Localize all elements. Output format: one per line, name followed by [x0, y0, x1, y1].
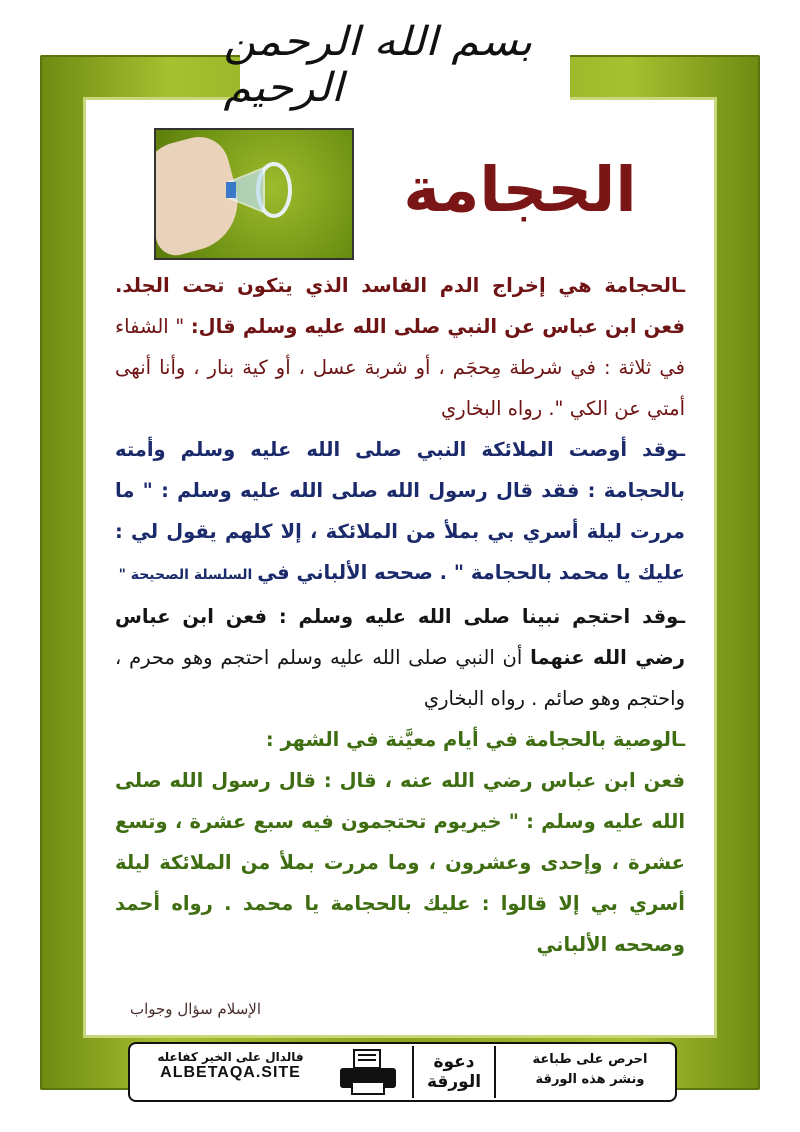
footer-site-link[interactable]: ALBETAQA.SITE [160, 1064, 301, 1081]
paragraph-2-quote: ما مررت ليلة أسري بي بملأ من الملائكة ، إلا كلهم يقول لي : عليك يا محمد بالحجامة " . صححه الألباني في [115, 479, 685, 584]
footer-logo [412, 1046, 496, 1098]
footer-proverb: فالدال على الخير كفاعله [157, 1050, 304, 1064]
paragraph-4 [115, 719, 685, 965]
cupping-photo [154, 128, 354, 260]
footer-bar [128, 1042, 677, 1102]
page-title: الحجامة [403, 153, 637, 226]
paragraph-4-body: فعن ابن عباس رضي الله عنه ، قال : قال رسول الله صلى الله عليه وسلم : " خيريوم تحتجمون فيه سبع عشرة ، وتسع عشرة ، وإحدى وعشرون ، وما مررت بملأ من الملائكة ليلة أسري بي إلا قالوا : عليك بالحجامة يا محمد . رواه أحمد وصححه الألباني [115, 769, 685, 956]
source-credit: الإسلام سؤال وجواب [130, 1000, 262, 1018]
paragraph-4-heading: ـالوصية بالحجامة في أيام معيَّنة في الشهر : [265, 728, 685, 751]
paragraph-1-lead: ـالحجامة هي إخراج الدم الفاسد الذي يتكون تحت الجلد. فعن ابن عباس عن النبي صلى الله عليه وسلم قال: [115, 274, 685, 338]
basmala-calligraphy [223, 19, 570, 111]
footer-print-line2: ونشر هذه الورقة [535, 1072, 645, 1087]
paragraph-1-quote: " الشفاء في ثلاثة : في شرطة مِحجَم ، أو شربة عسل ، أو كية بنار ، وأنا أنهى أمتي عن الكي ". رواه البخاري [115, 315, 685, 420]
paragraph-2-tail: السلسلة الصحيحة " [118, 567, 258, 583]
footer-print-note [515, 1050, 665, 1090]
cupping-glass-icon [224, 160, 294, 220]
paragraph-1 [115, 265, 685, 429]
paragraph-2 [115, 429, 685, 596]
paragraph-2-lead: ـوقد أوصت الملائكة النبي صلى الله عليه وسلم وأمته بالحجامة : فقد قال رسول الله صلى الله عليه وسلم : " [115, 438, 685, 502]
footer-logo-line1: دعوة [433, 1052, 475, 1072]
paragraph-3 [115, 596, 685, 719]
footer-print-line1: احرص على طباعة [532, 1052, 648, 1067]
paragraph-3-lead: ـوقد احتجم نبينا صلى الله عليه وسلم : فعن ابن عباس رضي الله عنهما [115, 605, 685, 669]
basmala-text: بسم الله الرحمن الرحيم [223, 19, 533, 111]
footer-logo-line2: الورقة [426, 1072, 482, 1092]
footer-site-block [138, 1050, 323, 1082]
printer-icon [330, 1046, 406, 1098]
article-body [115, 265, 685, 965]
paragraph-3-quote: أن النبي صلى الله عليه وسلم احتجم وهو محرم ، واحتجم وهو صائم . رواه البخاري [115, 646, 685, 710]
